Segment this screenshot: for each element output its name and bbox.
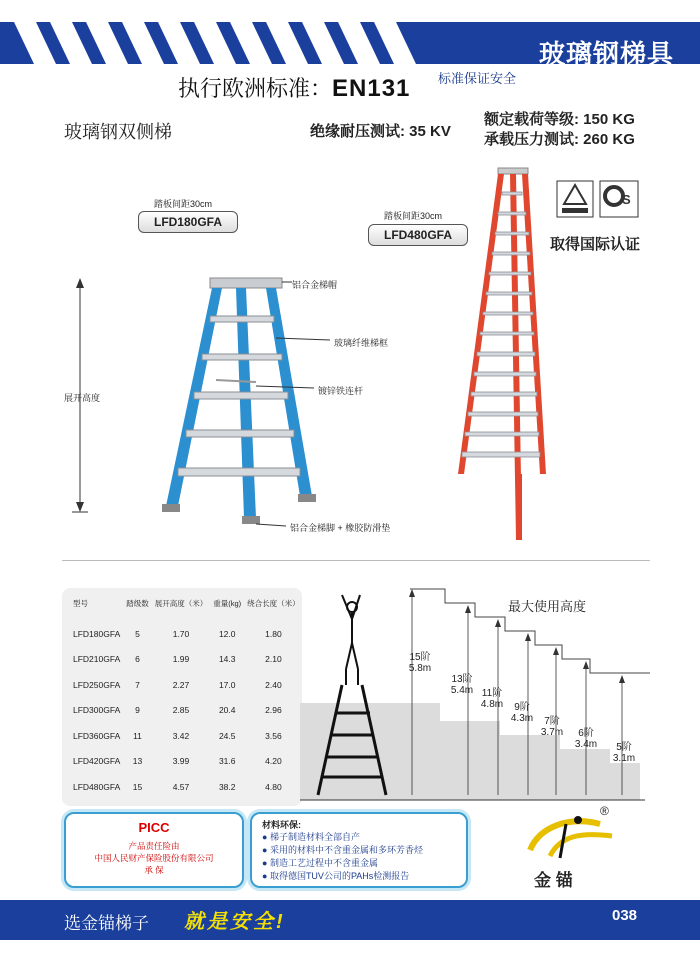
cell-weight: 38.2 bbox=[218, 781, 236, 792]
callout-rod: 镀锌铁连杆 bbox=[318, 386, 364, 396]
cell-height: 3.42 bbox=[172, 730, 190, 741]
callout-frame: 玻璃纤维梯框 bbox=[334, 338, 389, 348]
page-number: 038 bbox=[612, 907, 638, 924]
cell-weight: 31.6 bbox=[218, 756, 236, 767]
svg-text:S: S bbox=[622, 192, 631, 207]
cell-steps: 15 bbox=[132, 781, 143, 792]
cell-length: 2.40 bbox=[265, 679, 282, 690]
height-6 bbox=[568, 728, 604, 750]
right-spacing-label: 踏板间距30cm bbox=[384, 211, 443, 221]
cell-steps: 5 bbox=[135, 628, 140, 639]
steps-label: 15阶 bbox=[409, 652, 431, 663]
gs-mark-icon bbox=[600, 181, 638, 217]
height-value: 4.8m bbox=[480, 699, 504, 710]
cell-height: 1.70 bbox=[172, 628, 190, 639]
cell-height: 1.99 bbox=[172, 654, 190, 665]
column-header: 型号 bbox=[73, 599, 88, 608]
cell-length: 3.56 bbox=[265, 730, 282, 741]
right-model-badge: LFD480GFA bbox=[368, 224, 468, 246]
callout-cap: 铝合金梯帽 bbox=[292, 280, 338, 290]
table-header bbox=[70, 598, 303, 621]
environment-box bbox=[250, 812, 468, 888]
footer-text: 选金锚梯子 bbox=[64, 914, 149, 933]
picc-line: 产品责任险由 bbox=[128, 841, 180, 851]
red-ladder-illustration bbox=[450, 164, 550, 544]
table-row bbox=[70, 621, 303, 647]
cell-steps: 9 bbox=[135, 705, 140, 716]
height-5 bbox=[606, 742, 642, 764]
header-subtitle: 标准保证安全 bbox=[438, 71, 517, 86]
insurance-box bbox=[64, 812, 244, 888]
height-15 bbox=[402, 652, 438, 674]
cell-height: 3.99 bbox=[172, 756, 190, 767]
cell-model: LFD360GFA bbox=[73, 730, 121, 741]
height-value: 3.4m bbox=[574, 739, 598, 750]
picc-title: PICC bbox=[138, 820, 170, 835]
environment-title: 材料环保: bbox=[262, 820, 301, 830]
cell-length: 2.10 bbox=[265, 654, 282, 665]
left-spacing-label: 踏板间距30cm bbox=[154, 199, 213, 209]
height-value: 3.1m bbox=[612, 753, 636, 764]
steps-label: 6阶 bbox=[578, 728, 594, 739]
column-header: 重量(kg) bbox=[213, 599, 242, 608]
cell-height: 4.57 bbox=[172, 781, 190, 792]
brand-name: 金 锚 bbox=[534, 871, 573, 890]
table-row bbox=[70, 749, 303, 775]
table-row bbox=[70, 698, 303, 724]
cell-model: LFD250GFA bbox=[73, 679, 121, 690]
height-value: 5.4m bbox=[450, 685, 474, 696]
max-height-title: 最大使用高度 bbox=[508, 599, 587, 614]
blue-ladder-illustration bbox=[60, 270, 340, 540]
spec-table-panel bbox=[62, 588, 302, 806]
cell-length: 2.96 bbox=[265, 705, 282, 716]
height-label: 展开高度 bbox=[64, 393, 101, 403]
pressure-test: 承载压力测试: 260 KG bbox=[484, 131, 635, 148]
picc-line: 承 保 bbox=[144, 865, 164, 875]
section-divider bbox=[62, 560, 650, 561]
steps-label: 13阶 bbox=[451, 674, 473, 685]
standard-line bbox=[178, 72, 410, 103]
cell-model: LFD420GFA bbox=[73, 756, 121, 767]
picc-line: 中国人民财产保险股份有限公司 bbox=[94, 853, 214, 863]
column-header: 展开高度（米） bbox=[154, 599, 208, 608]
cell-steps: 7 bbox=[135, 679, 140, 690]
cert-logos bbox=[556, 180, 642, 220]
cell-model: LFD300GFA bbox=[73, 705, 121, 716]
list-item-text: 采用的材料中不含重金属和多环芳香烃 bbox=[269, 845, 423, 855]
table-row bbox=[70, 672, 303, 698]
cell-height: 2.27 bbox=[172, 679, 190, 690]
cell-weight: 14.3 bbox=[218, 654, 236, 665]
cell-steps: 13 bbox=[132, 756, 143, 767]
height-7 bbox=[534, 716, 570, 738]
table-row bbox=[70, 647, 303, 673]
list-item-text: 制造工艺过程中不含重金属 bbox=[269, 858, 378, 868]
registered-mark: ® bbox=[600, 804, 609, 818]
callout-foot: 铝合金梯脚 + 橡胶防滑垫 bbox=[290, 523, 391, 533]
cell-height: 2.85 bbox=[172, 705, 190, 716]
spec-table bbox=[70, 598, 303, 800]
cell-weight: 12.0 bbox=[218, 628, 236, 639]
standard-prefix: 执行欧洲标准： bbox=[178, 76, 333, 101]
steps-label: 5阶 bbox=[616, 742, 632, 753]
standard-code: EN131 bbox=[332, 75, 411, 102]
cell-steps: 6 bbox=[135, 654, 140, 665]
footer-slogan: 就是安全! bbox=[184, 911, 286, 933]
cell-weight: 24.5 bbox=[218, 730, 236, 741]
anchor-logo-icon bbox=[520, 806, 630, 866]
cell-steps: 11 bbox=[133, 730, 142, 741]
column-header: 踏级数 bbox=[126, 599, 149, 608]
steps-label: 11阶 bbox=[481, 688, 503, 699]
left-model-badge: LFD180GFA bbox=[138, 211, 238, 233]
product-name: 玻璃钢双侧梯 bbox=[64, 122, 172, 142]
cell-model: LFD480GFA bbox=[73, 781, 121, 792]
cell-weight: 17.0 bbox=[218, 679, 236, 690]
height-value: 4.3m bbox=[510, 713, 534, 724]
list-item: ● 取得德国TUV公司的PAHs检测报告 bbox=[262, 871, 410, 881]
voltage-test: 绝缘耐压测试: 35 KV bbox=[310, 123, 451, 140]
list-item: ● 采用的材料中不含重金属和多环芳香烃 bbox=[262, 845, 423, 855]
page-title: 玻璃钢梯具 bbox=[538, 39, 674, 69]
tuv-certified-icon bbox=[557, 181, 593, 217]
cell-model: LFD210GFA bbox=[73, 654, 121, 665]
steps-label: 7阶 bbox=[544, 716, 560, 727]
table-row bbox=[70, 723, 303, 749]
cell-weight: 20.4 bbox=[218, 705, 236, 716]
list-item: ● 梯子制造材料全部自产 bbox=[262, 832, 360, 842]
column-header: 绕合长度（米） bbox=[247, 599, 300, 608]
steps-label: 9阶 bbox=[514, 702, 530, 713]
cell-length: 4.20 bbox=[265, 756, 282, 767]
cell-length: 4.80 bbox=[265, 781, 282, 792]
height-value: 3.7m bbox=[540, 727, 564, 738]
cert-label: 取得国际认证 bbox=[550, 236, 641, 253]
list-item-text: 取得德国TUV公司的PAHs检测报告 bbox=[269, 871, 410, 881]
cell-model: LFD180GFA bbox=[73, 628, 121, 639]
cell-length: 1.80 bbox=[265, 628, 282, 639]
list-item: ● 制造工艺过程中不含重金属 bbox=[262, 858, 378, 868]
height-value: 5.8m bbox=[408, 663, 432, 674]
list-item-text: 梯子制造材料全部自产 bbox=[269, 832, 360, 842]
table-row bbox=[70, 774, 303, 800]
rated-load: 额定载荷等级: 150 KG bbox=[484, 111, 635, 128]
